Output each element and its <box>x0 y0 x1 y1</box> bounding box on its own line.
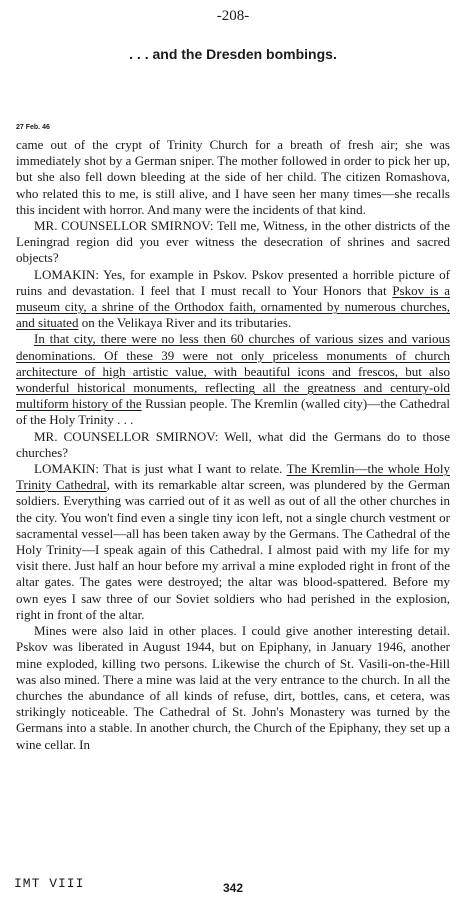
paragraph-1: came out of the crypt of Trinity Church for a breath of fresh air; she was immediately shot by a German sniper. The mother followed in order to pick her up, but she also fell down bleeding at the side of her child. The citizen Romashova, who related this to me, is still alive, and I have seen her many times—she recalls this incident with horror. And many were the incidents of that kind. <box>16 137 450 217</box>
underlined-passage-1: Pskov is a museum city, a shrine of the Orthodox faith, ornamented by numerous churches, and situated <box>16 282 451 331</box>
paragraph-4-text-b: Russian people. The Kremlin (walled city)—the Cathedral of the Holy Trinity . . . <box>16 396 450 428</box>
paragraph-6-text-c: , with its remarkable altar screen, was plundered by the German soldiers. Everything was carried out of it as well as out of all the other churches in the city. You won't find even a single tiny icon left, not a single church vestment or sacramental vessel—all has been taken away by the Germans. The Cathedral of the Holy Trinity—I speak again of this Cathedral. I almost paid with my life for my visit there. Just half an hour before my arrival a mine exploded right in front of the altar gates. The gates were destroyed; the altar was blood-spattered. Before my own eyes I saw three of our Soviet soldiers who had perished in the explosion, right in front of the altar. <box>16 477 450 622</box>
paragraph-6 <box>16 461 450 623</box>
paragraph-3-text-c: on the Velikaya River and its tributaries. <box>78 315 292 331</box>
paragraph-6-text-a: LOMAKIN: That is just what I want to relate. <box>34 461 287 477</box>
page-number-bottom: 342 <box>222 881 244 895</box>
paragraph-7: Mines were also laid in other places. I could give another interesting detail. Pskov was liberated in August 1944, but on Epiphany, in January 1946, another mine exploded, killing two persons. Likewise the church of St. Vasili-on-the-Hill was also mined. There a mine was laid at the very entrance to the church. In all the churches the abundance of all kinds of refuse, dirt, bottles, cans, et cetera, was strikingly noticeable. The Cathedral of St. John's Monastery was turned by the Germans into a stable. In another church, the Church of the Epiphany, they set up a wine cellar. In <box>16 623 450 752</box>
paragraph-5: MR. COUNSELLOR SMIRNOV: Well, what did the Germans do to those churches? <box>16 428 450 460</box>
handwritten-note: . . . and the Dresden bombings. <box>129 46 337 62</box>
paragraph-3 <box>16 267 450 332</box>
paragraph-4 <box>16 331 450 428</box>
paragraph-2: MR. COUNSELLOR SMIRNOV: Tell me, Witness, in the other districts of the Leningrad region did you ever witness the desecration of shrines and sacred objects? <box>16 218 450 266</box>
volume-label: IMT VIII <box>14 876 85 891</box>
paragraph-3-text-a: LOMAKIN: Yes, for example in Pskov. Pskov presented a horrible picture of ruins and devastation. I feel that I must recall to Your Honors that <box>16 266 450 298</box>
page-number-top: -208- <box>216 8 250 24</box>
underlined-passage-2: In that city, there were no less then 60 churches of various sizes and various denominations. Of these 39 were not only priceless monuments of church architecture of high artistic value, with beautiful icons and frescos, but also wonderful historical monuments, reflecting all the greatness and century-old multiform history of the <box>16 331 450 412</box>
transcript-body <box>16 137 450 753</box>
date-stamp: 27 Feb. 46 <box>16 124 50 131</box>
underlined-passage-3: The Kremlin—the whole Holy Trinity Cathedral <box>16 461 450 493</box>
